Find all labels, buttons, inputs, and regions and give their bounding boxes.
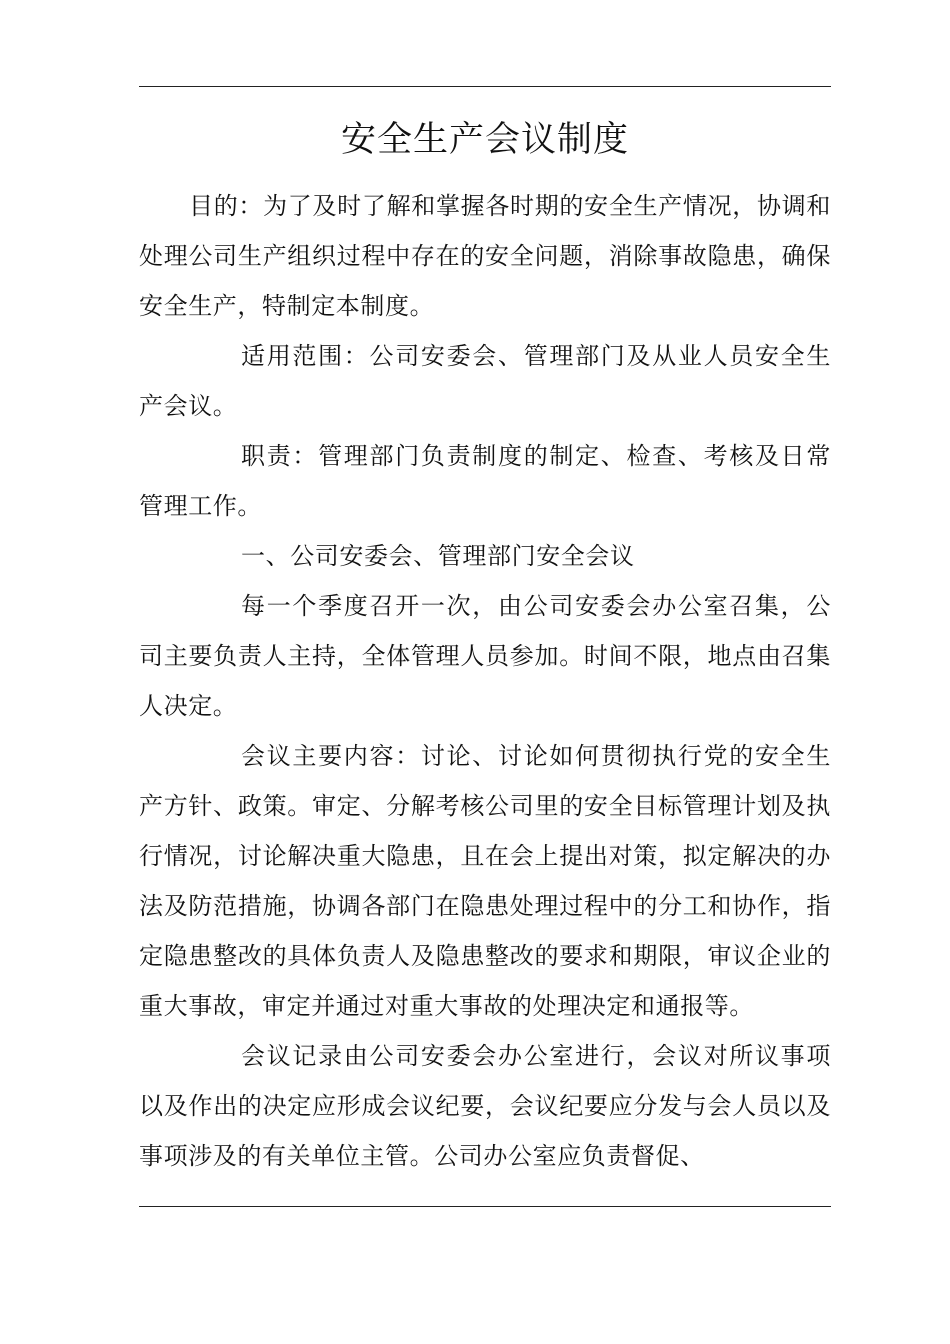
- paragraph-purpose: 目的：为了及时了解和掌握各时期的安全生产情况，协调和处理公司生产组织过程中存在的安全问题，消除事故隐患，确保安全生产，特制定本制度。: [139, 192, 831, 320]
- document-title: 安全生产会议制度: [340, 120, 629, 160]
- paragraph-meeting-content: 会议主要内容：讨论、讨论如何贯彻执行党的安全生产方针、政策。审定、分解考核公司里的安全目标管理计划及执行情况，讨论解决重大隐患，且在会上提出对策，拟定解决的办法及防范措施，协调各部门在隐患处理过程中的分工和协作，指定隐患整改的具体负责人及隐患整改的要求和期限，审议企业的重大事故，审定并通过对重大事故的处理决定和通报等。: [139, 742, 831, 1020]
- document-body: [139, 181, 831, 1181]
- paragraph-scope: 适用范围：公司安委会、管理部门及从业人员安全生产会议。: [139, 342, 831, 420]
- paragraph-frequency: 每一个季度召开一次，由公司安委会办公室召集，公司主要负责人主持，全体管理人员参加。时间不限，地点由召集人决定。: [139, 592, 831, 720]
- paragraph-responsibility: 职责：管理部门负责制度的制定、检查、考核及日常管理工作。: [139, 442, 831, 520]
- paragraph-minutes: 会议记录由公司安委会办公室进行，会议对所议事项以及作出的决定应形成会议纪要，会议纪要应分发与会人员以及事项涉及的有关单位主管。公司办公室应负责督促、: [139, 1042, 831, 1170]
- footer-rule: [139, 1206, 831, 1207]
- header-rule: [139, 86, 831, 87]
- section-heading: 一、公司安委会、管理部门安全会议: [241, 542, 635, 570]
